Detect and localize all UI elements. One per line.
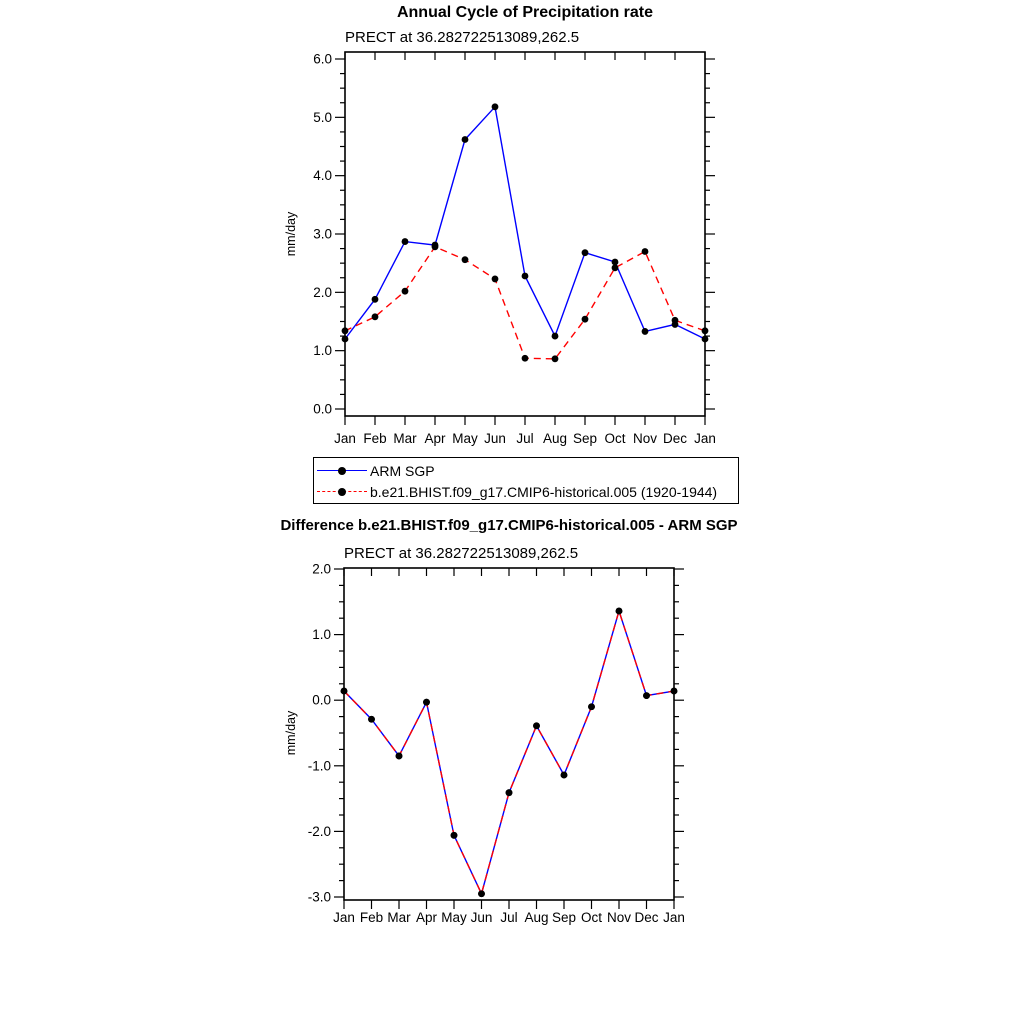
- y-axis-label: mm/day: [284, 211, 298, 257]
- data-point-marker: [582, 316, 589, 323]
- x-tick-label: Mar: [393, 431, 417, 446]
- legend-line-sample-solid: [317, 464, 367, 478]
- x-tick-label: Nov: [606, 910, 632, 925]
- data-point-marker: [522, 355, 529, 362]
- x-tick-label: Jan: [663, 910, 685, 925]
- chart1-title: Annual Cycle of Precipitation rate: [396, 4, 654, 21]
- data-point-marker: [478, 890, 485, 897]
- plot-frame: [344, 568, 674, 900]
- y-tick-label: -3.0: [307, 889, 331, 905]
- x-tick-label: May: [441, 910, 467, 925]
- marker-dot-icon: [338, 467, 346, 475]
- data-point-marker: [561, 772, 568, 779]
- y-tick-label: 1.0: [312, 627, 331, 643]
- data-point-marker: [432, 243, 439, 250]
- x-tick-label: Jun: [484, 431, 506, 446]
- x-tick-label: May: [452, 431, 478, 446]
- y-tick-label: 0.0: [313, 401, 332, 417]
- y-tick-label: -1.0: [307, 758, 331, 774]
- data-point-marker: [552, 333, 559, 340]
- data-point-marker: [372, 313, 379, 320]
- chart-panel-1: [284, 562, 685, 926]
- y-tick-label: 3.0: [313, 226, 332, 242]
- x-tick-label: Jul: [500, 910, 518, 925]
- data-point-marker: [582, 249, 589, 256]
- data-point-marker: [671, 688, 678, 695]
- x-tick-label: Aug: [542, 431, 568, 446]
- axis-ticks: [335, 52, 715, 425]
- series-line-1: [344, 611, 674, 894]
- x-tick-label: Jan: [334, 431, 356, 446]
- data-point-marker: [672, 317, 679, 324]
- data-point-marker: [642, 328, 649, 335]
- series-line-1: [345, 247, 705, 359]
- marker-dot-icon: [338, 488, 346, 496]
- x-tick-label: Nov: [632, 431, 658, 446]
- legend-item-model: [314, 481, 738, 502]
- series-markers-1: [341, 608, 678, 898]
- y-tick-label: 2.0: [313, 284, 332, 300]
- data-point-marker: [402, 238, 409, 245]
- x-tick-label: Jun: [470, 910, 493, 925]
- data-point-marker: [522, 273, 529, 280]
- series-line-0: [344, 611, 674, 894]
- data-point-marker: [616, 608, 623, 615]
- chart2-subtitle: PRECT at 36.282722513089,262.5: [344, 545, 579, 562]
- data-point-marker: [492, 276, 499, 283]
- tick-labels: [313, 52, 716, 447]
- data-point-marker: [588, 703, 595, 710]
- legend-box: [313, 457, 739, 504]
- data-point-marker: [552, 355, 559, 362]
- x-tick-label: Jan: [333, 910, 355, 925]
- chart1-subtitle: PRECT at 36.282722513089,262.5: [345, 29, 580, 46]
- y-tick-label: 4.0: [313, 168, 332, 184]
- data-point-marker: [368, 716, 375, 723]
- data-point-marker: [342, 336, 349, 343]
- data-point-marker: [402, 288, 409, 295]
- x-tick-label: Dec: [634, 910, 659, 925]
- series-markers-0: [342, 103, 709, 342]
- legend-line-sample-dashed: [317, 485, 367, 499]
- data-point-marker: [396, 753, 403, 760]
- data-point-marker: [612, 259, 619, 266]
- x-tick-label: Feb: [359, 910, 384, 925]
- y-axis-label: mm/day: [284, 710, 298, 756]
- x-tick-label: Sep: [551, 910, 577, 925]
- data-point-marker: [372, 296, 379, 303]
- x-tick-label: Apr: [415, 910, 438, 925]
- data-point-marker: [492, 103, 499, 110]
- data-point-marker: [612, 264, 619, 271]
- data-point-marker: [702, 327, 709, 334]
- data-point-marker: [423, 699, 430, 706]
- data-point-marker: [451, 832, 458, 839]
- x-tick-label: Dec: [662, 431, 688, 446]
- data-point-marker: [643, 692, 650, 699]
- tick-labels: [308, 562, 685, 926]
- chart2-title: Difference b.e21.BHIST.f09_g17.CMIP6-historical.005 - ARM SGP: [280, 517, 738, 534]
- y-tick-label: 1.0: [313, 343, 332, 359]
- data-point-marker: [506, 789, 513, 796]
- data-point-marker: [341, 688, 348, 695]
- y-tick-label: 0.0: [312, 692, 331, 708]
- legend-label: ARM SGP: [370, 462, 435, 479]
- y-tick-label: -2.0: [307, 823, 331, 839]
- x-tick-label: Oct: [604, 431, 626, 446]
- series-markers-1: [342, 243, 709, 362]
- x-tick-label: Sep: [572, 431, 598, 446]
- y-tick-label: 6.0: [313, 51, 332, 67]
- data-point-marker: [642, 248, 649, 255]
- data-point-marker: [533, 722, 540, 729]
- data-point-marker: [462, 256, 469, 263]
- chart-panel-0: [284, 52, 716, 447]
- data-point-marker: [702, 336, 709, 343]
- y-tick-label: 5.0: [313, 109, 332, 125]
- series-line-0: [345, 107, 705, 339]
- series-markers-0: [341, 608, 678, 898]
- legend-label: b.e21.BHIST.f09_g17.CMIP6-historical.005 (1920-1944): [370, 483, 718, 500]
- y-tick-label: 2.0: [312, 561, 331, 577]
- x-tick-label: Mar: [387, 910, 411, 925]
- legend-item-arm-sgp: [314, 460, 738, 481]
- data-point-marker: [462, 136, 469, 143]
- x-tick-label: Apr: [424, 431, 446, 446]
- x-tick-label: Jul: [516, 431, 534, 446]
- x-tick-label: Aug: [524, 910, 549, 925]
- data-point-marker: [342, 327, 349, 334]
- x-tick-label: Jan: [694, 431, 716, 446]
- x-tick-label: Feb: [363, 431, 387, 446]
- x-tick-label: Oct: [580, 910, 603, 925]
